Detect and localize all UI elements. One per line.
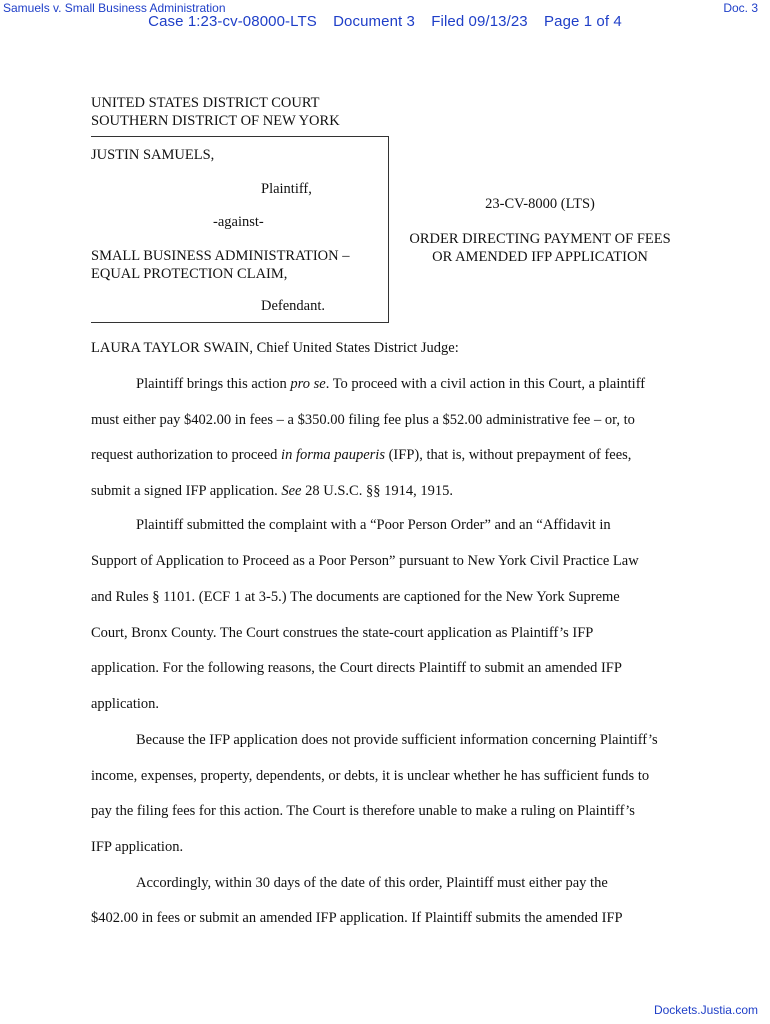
body-line: and Rules § 1101. (ECF 1 at 3-5.) The documents are captioned for the New York Supreme bbox=[91, 589, 620, 605]
body-line: application. bbox=[91, 696, 160, 712]
body-line: IFP application. bbox=[91, 839, 184, 855]
body-line: must either pay $402.00 in fees – a $350.00 filing fee plus a $52.00 administrative fee – or, to bbox=[91, 412, 635, 428]
judge-line: LAURA TAYLOR SWAIN, Chief United States District Judge: bbox=[91, 340, 459, 356]
case-header bbox=[0, 13, 770, 30]
plaintiff-name: JUSTIN SAMUELS, bbox=[91, 147, 215, 163]
italic-run: in forma pauperis bbox=[281, 447, 385, 463]
order-title-line-2: OR AMENDED IFP APPLICATION bbox=[432, 249, 648, 265]
body-line: Court, Bronx County. The Court construes the state-court application as Plaintiff’s IFP bbox=[91, 625, 594, 641]
dockets-justia-link[interactable]: Dockets.Justia.com bbox=[653, 1003, 758, 1017]
text-run: request authorization to proceed bbox=[91, 447, 282, 463]
italic-run: See bbox=[281, 483, 302, 499]
body-line: application. For the following reasons, the Court directs Plaintiff to submit an amended IFP bbox=[91, 660, 622, 676]
body-line: Because the IFP application does not provide sufficient information concerning Plaintiff’s bbox=[136, 732, 658, 748]
page-indicator-header: Page 1 of 4 bbox=[544, 13, 622, 30]
body-line: Accordingly, within 30 days of the date of this order, Plaintiff must either pay the bbox=[136, 875, 608, 891]
body-line bbox=[91, 483, 453, 500]
body-line: Support of Application to Proceed as a Poor Person” pursuant to New York Civil Practice Law bbox=[91, 553, 639, 569]
body-line: Plaintiff submitted the complaint with a “Poor Person Order” and an “Affidavit in bbox=[136, 517, 611, 533]
text-run: . To proceed with a civil action in this Court, a plaintiff bbox=[325, 376, 646, 392]
italic-run: pro se bbox=[290, 376, 326, 392]
body-line bbox=[136, 376, 645, 393]
case-number: 23-CV-8000 (LTS) bbox=[485, 196, 595, 212]
body-line: $402.00 in fees or submit an amended IFP application. If Plaintiff submits the amended IFP bbox=[91, 910, 623, 926]
case-caption-box bbox=[91, 136, 389, 323]
text-run: 28 U.S.C. §§ 1914, 1915. bbox=[301, 483, 453, 499]
document-number-header: Document 3 bbox=[333, 13, 415, 30]
text-run: submit a signed IFP application. bbox=[91, 483, 282, 499]
court-line-2: SOUTHERN DISTRICT OF NEW YORK bbox=[91, 113, 340, 129]
court-line-1: UNITED STATES DISTRICT COURT bbox=[91, 95, 320, 111]
body-line: pay the filing fees for this action. The Court is therefore unable to make a ruling on Plaintiff’s bbox=[91, 803, 635, 819]
defendant-name-line-1: SMALL BUSINESS ADMINISTRATION – bbox=[91, 248, 350, 264]
against-label: -against- bbox=[213, 214, 264, 230]
doc-number-label: Doc. 3 bbox=[723, 1, 758, 15]
case-title-link[interactable]: Samuels v. Small Business Administration bbox=[3, 1, 226, 15]
order-title bbox=[392, 230, 688, 266]
text-run: (IFP), that is, without prepayment of fees, bbox=[384, 447, 632, 463]
plaintiff-role: Plaintiff, bbox=[261, 181, 312, 197]
body-line bbox=[91, 447, 631, 464]
text-run: Plaintiff brings this action bbox=[136, 376, 291, 392]
order-title-line-1: ORDER DIRECTING PAYMENT OF FEES bbox=[409, 231, 671, 247]
defendant-role: Defendant. bbox=[261, 298, 326, 314]
filed-date-header: Filed 09/13/23 bbox=[431, 13, 528, 30]
case-number-header: Case 1:23-cv-08000-LTS bbox=[148, 13, 317, 30]
body-line: income, expenses, property, dependents, or debts, it is unclear whether he has sufficient funds to bbox=[91, 768, 650, 784]
defendant-name-line-2: EQUAL PROTECTION CLAIM, bbox=[91, 266, 288, 282]
court-name bbox=[91, 94, 340, 130]
